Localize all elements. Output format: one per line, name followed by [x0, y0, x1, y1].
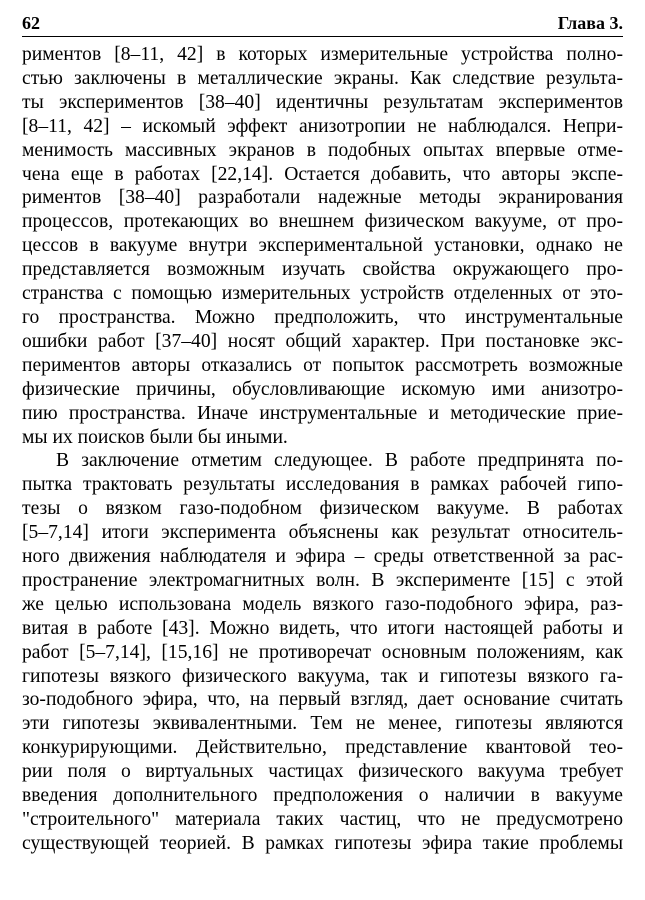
text-line: работ [5–7,14], [15,16] не противоречат основным положениям, как: [22, 641, 623, 663]
text-line: конкурирующими. Действительно, представление квантовой тео-: [22, 737, 623, 759]
text-line: го пространства. Можно предположить, что инструментальные: [22, 306, 623, 328]
text-line: зо-подобного эфира, что, на первый взгляд, дает основание считать: [22, 689, 623, 711]
text-line: представляется возможным изучать свойства окружающего про-: [22, 259, 623, 281]
text-line: ты экспериментов [38–40] идентичны результатам экспериментов: [22, 91, 623, 113]
text-line: ного движения наблюдателя и эфира – среды ответственной за рас-: [22, 546, 623, 568]
text-line: "строительного" материала таких частиц, что не предусмотрено: [22, 809, 623, 830]
body-text: [22, 43, 623, 856]
text-line: тезы о вязком газо-подобном физическом вакууме. В работах: [22, 498, 623, 520]
text-line: [5–7,14] итоги эксперимента объяснены как результат относитель-: [22, 522, 623, 544]
paragraph-2: [22, 449, 623, 855]
text-line: цессов в вакууме внутри экспериментальной установки, однако не: [22, 235, 623, 257]
paragraph-1: [22, 43, 623, 449]
text-line: чена еще в работах [22,14]. Остается добавить, что авторы экспе-: [22, 163, 623, 185]
text-line: периментов авторы отказались от попыток рассмотреть возможные: [22, 354, 623, 376]
text-line: риментов [38–40] разработали надежные методы экранирования: [22, 187, 623, 209]
text-line: же целью использована модель вязкого газо-подобного эфира, раз-: [22, 593, 623, 615]
text-line: пию пространства. Иначе инструментальные и методические прие-: [22, 402, 623, 424]
text-line: В заключение отметим следующее. В работе предпринята по-: [56, 450, 623, 472]
book-page: [22, 12, 623, 856]
text-line: риментов [8–11, 42] в которых измерительные устройства полно-: [22, 44, 623, 65]
text-line: странства с помощью измерительных устройств отделенных от это-: [22, 283, 623, 305]
header-rule: [22, 36, 623, 37]
text-line: физические причины, обусловливающие искомую ими анизотро-: [22, 378, 623, 400]
text-line: пытка трактовать результаты исследования в рамках рабочей гипо-: [22, 474, 623, 496]
text-line: менимость массивных экранов в подобных опытах впервые отме-: [22, 139, 623, 161]
text-line: мы их поисков были бы иными.: [22, 426, 288, 448]
running-header: [22, 12, 623, 36]
text-line: эти гипотезы эквивалентными. Тем не менее, гипотезы являются: [22, 713, 623, 735]
text-line: стью заключены в металлические экраны. Как следствие результа-: [22, 67, 623, 89]
chapter-title: Глава 3.: [557, 13, 623, 33]
text-line: введения дополнительного предположения о наличии в вакууме: [22, 785, 623, 807]
text-line: гипотезы вязкого физического вакуума, так и гипотезы вязкого га-: [22, 665, 623, 687]
text-line: рии поля о виртуальных частицах физического вакуума требует: [22, 761, 623, 783]
text-line: пространение электромагнитных волн. В эксперименте [15] с этой: [22, 569, 623, 591]
text-line: [8–11, 42] – искомый эффект анизотропии не наблюдался. Непри-: [22, 115, 623, 137]
text-line: ошибки работ [37–40] носят общий характер. При постановке экс-: [22, 330, 623, 352]
page-number: 62: [22, 13, 40, 33]
text-line: витая в работе [43]. Можно видеть, что итоги настоящей работы и: [22, 617, 623, 639]
text-line: существующей теорией. В рамках гипотезы эфира такие проблемы: [22, 832, 623, 854]
text-line: процессов, протекающих во внешнем физическом вакууме, от про-: [22, 211, 623, 233]
